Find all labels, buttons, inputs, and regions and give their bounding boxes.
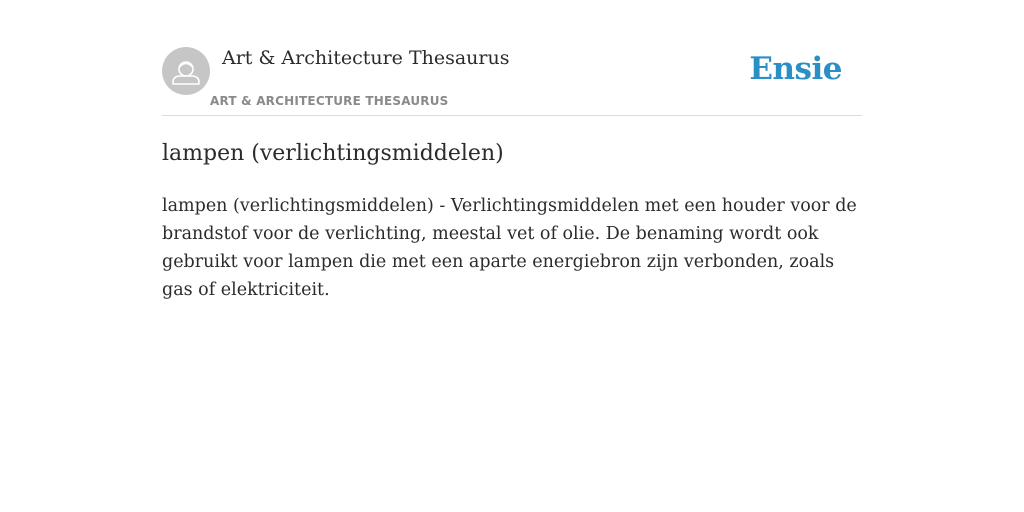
- site-subtitle[interactable]: ART & ARCHITECTURE THESAURUS: [210, 94, 449, 108]
- entry-title: lampen (verlichtingsmiddelen): [162, 141, 504, 166]
- page-header: [162, 0, 862, 116]
- site-title[interactable]: Art & Architecture Thesaurus: [222, 47, 510, 69]
- avatar[interactable]: [162, 47, 210, 95]
- brand-logo[interactable]: Ensie: [749, 51, 842, 87]
- user-icon: [162, 47, 210, 95]
- entry-definition: lampen (verlichtingsmiddelen) - Verlichtingsmiddelen met een houder voor de brandstof voor de verlichting, meestal vet of olie. De benaming wordt ook gebruikt voor lampen die met een aparte energiebron zijn verbonden, zoals gas of elektriciteit.: [162, 196, 857, 300]
- page-container: [162, 0, 862, 300]
